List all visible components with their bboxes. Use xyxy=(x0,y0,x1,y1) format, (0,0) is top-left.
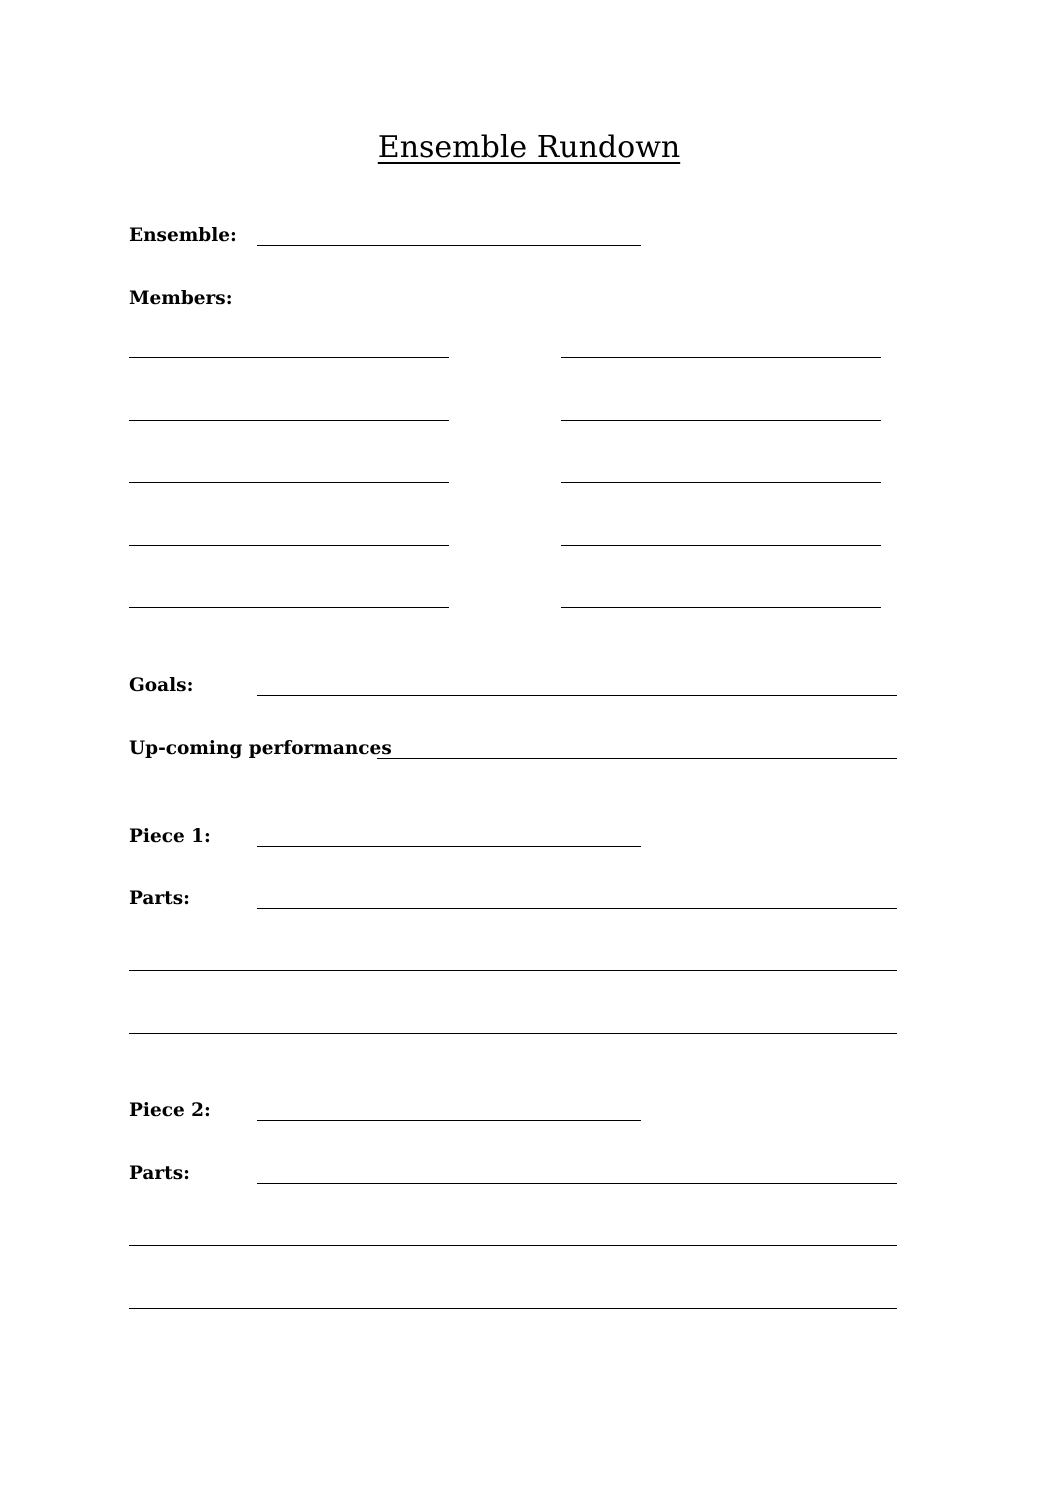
ensemble-label: Ensemble: xyxy=(129,225,237,246)
piece-1-field[interactable] xyxy=(257,846,641,847)
parts-1-extra-field[interactable] xyxy=(129,970,897,971)
piece-2-label: Piece 2: xyxy=(129,1100,211,1121)
member-field[interactable] xyxy=(129,607,449,608)
goals-field[interactable] xyxy=(257,695,897,696)
member-field[interactable] xyxy=(561,357,881,358)
parts-2-label: Parts: xyxy=(129,1163,190,1184)
members-label: Members: xyxy=(129,288,233,309)
member-field[interactable] xyxy=(561,482,881,483)
parts-1-field[interactable] xyxy=(257,908,897,909)
parts-2-extra-field[interactable] xyxy=(129,1245,897,1246)
parts-2-extra-field[interactable] xyxy=(129,1308,897,1309)
piece-2-field[interactable] xyxy=(257,1120,641,1121)
piece-1-label: Piece 1: xyxy=(129,826,211,847)
member-field[interactable] xyxy=(129,482,449,483)
member-field[interactable] xyxy=(129,545,449,546)
page-title: Ensemble Rundown xyxy=(377,130,681,165)
member-field[interactable] xyxy=(561,607,881,608)
parts-1-extra-field[interactable] xyxy=(129,1033,897,1034)
member-field[interactable] xyxy=(561,545,881,546)
member-field[interactable] xyxy=(129,357,449,358)
upcoming-performances-label: Up-coming performances xyxy=(129,738,392,759)
parts-2-field[interactable] xyxy=(257,1183,897,1184)
member-field[interactable] xyxy=(129,420,449,421)
ensemble-field[interactable] xyxy=(257,245,641,246)
upcoming-performances-field[interactable] xyxy=(377,758,897,759)
parts-1-label: Parts: xyxy=(129,888,190,909)
goals-label: Goals: xyxy=(129,675,194,696)
member-field[interactable] xyxy=(561,420,881,421)
